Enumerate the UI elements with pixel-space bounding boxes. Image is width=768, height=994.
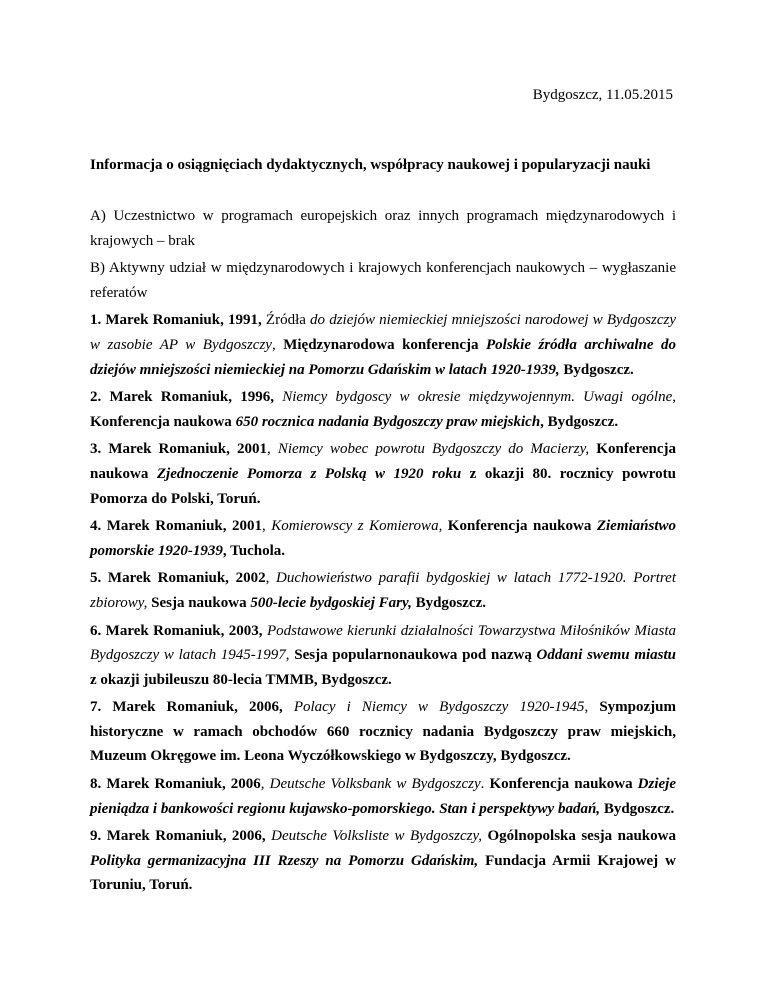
- entry-8: [90, 772, 676, 821]
- entry-event-title: Dzieje pieniądza i bankowości regionu kujawsko-pomorskiego. Stan i perspektywy badań,: [90, 776, 676, 817]
- entry-sep: ,: [262, 518, 266, 535]
- entry-9: [90, 824, 676, 898]
- entry-event: Konferencja naukowa: [90, 441, 676, 482]
- entry-event: Sesja naukowa: [147, 594, 251, 611]
- entry-event: Ogólnopolska sesja naukowa: [482, 828, 676, 845]
- entry-place: Bydgoszcz.: [559, 361, 634, 378]
- entry-sep: ,: [260, 776, 265, 793]
- entry-sep: ,: [265, 570, 270, 587]
- entry-event-title: Polityka germanizacyjna III Rzeszy na Pomorzu Gdańskim,: [90, 852, 479, 869]
- entry-title: Deutsche Volksbank w Bydgoszczy: [264, 776, 481, 793]
- entry-place: Fundacja Armii Krajowej w Toruniu, Toruń.: [90, 852, 676, 894]
- entry-title: Podstawowe kierunki działalności Towarzystwa Miłośników Miasta Bydgoszczy w latach 1945-1997: [90, 622, 676, 664]
- entry-head: 2. Marek Romaniuk, 1996,: [90, 389, 275, 406]
- entry-event-title: Polskie źródła archiwalne do dziejów mniejszości niemieckiej na Pomorzu Gdańskim w latach 1920-1939,: [90, 336, 677, 378]
- entry-head: 7. Marek Romaniuk, 2006,: [90, 699, 283, 716]
- entry-event: Sympozjum historyczne w ramach obchodów 660 rocznicy nadania Bydgoszczy praw miejskich, Muzeum Okręgowe im. Leona Wyczółkowskiego w Bydgoszczy, Bydgoszcz.: [90, 699, 676, 765]
- entry-sep: ,: [271, 336, 276, 353]
- entry-event: Konferencja naukowa: [484, 776, 638, 793]
- entry-title: Polacy i Niemcy w Bydgoszczy 1920-1945: [282, 699, 585, 716]
- entry-7: [90, 695, 676, 769]
- entry-title: Niemcy bydgoscy w okresie międzywojennym. Uwagi ogólne: [274, 389, 673, 406]
- entry-head: 5. Marek Romaniuk, 2002: [90, 570, 266, 587]
- entry-title: Deutsche Volksliste w Bydgoszczy,: [265, 828, 483, 845]
- section-a: A) Uczestnictwo w programach europejskich oraz innych programach międzynarodowych i krajowych – brak: [90, 208, 676, 249]
- entry-title: Duchowieństwo parafii bydgoskiej w latach 1772-1920. Portret zbiorowy,: [90, 570, 676, 611]
- entry-place: Bydgoszcz.: [411, 594, 486, 611]
- entry-head: 4. Marek Romaniuk, 2001: [90, 518, 262, 535]
- entry-title-plain: Źródła: [261, 312, 306, 329]
- entry-event-title: 500-lecie bydgoskiej Fary,: [250, 594, 412, 611]
- entry-title: Komierowscy z Komierowa,: [265, 518, 443, 535]
- entry-event: Międzynarodowa konferencja: [275, 336, 486, 353]
- entry-place: , Bydgoszcz.: [540, 413, 619, 430]
- entry-sep: ,: [672, 389, 676, 406]
- entry-head: 8. Marek Romaniuk, 2006: [90, 776, 261, 793]
- entry-place: , Tuchola.: [222, 542, 286, 559]
- entry-head: 9. Marek Romaniuk, 2006,: [90, 828, 266, 845]
- entry-title: Niemcy wobec powrotu Bydgoszczy do Macierzy,: [270, 441, 590, 458]
- entry-head: 6. Marek Romaniuk, 2003,: [90, 622, 263, 639]
- entry-event: Konferencja naukowa: [442, 518, 597, 535]
- entry-2: [90, 385, 676, 434]
- entry-event-title: 650 rocznica nadania Bydgoszczy praw miejskich: [235, 413, 541, 430]
- place-date: Bydgoszcz, 11.05.2015: [532, 87, 673, 103]
- entry-place: z okazji jubileuszu 80-lecia TMMB, Bydgoszcz.: [90, 671, 392, 688]
- entry-sep: ,: [584, 699, 589, 716]
- entry-place: z okazji 80. rocznicy powrotu Pomorza do Polski, Toruń.: [90, 465, 677, 507]
- entry-event: Konferencja naukowa: [90, 413, 236, 430]
- entry-head: 1. Marek Romaniuk, 1991,: [90, 312, 262, 329]
- entry-3: [90, 437, 676, 511]
- entry-event: Sesja popularnonaukowa pod nazwą: [289, 647, 537, 664]
- entry-6: [90, 619, 676, 693]
- entry-sep: .: [480, 776, 485, 793]
- entry-5: [90, 566, 676, 615]
- entry-place: Bydgoszcz.: [600, 800, 675, 817]
- entry-sep: ,: [266, 441, 271, 458]
- section-b: B) Aktywny udział w międzynarodowych i krajowych konferencjach naukowych – wygłaszanie referatów: [90, 260, 676, 301]
- document-title: Informacja o osiągnięciach dydaktycznych, współpracy naukowej i popularyzacji nauki: [90, 157, 651, 173]
- entry-event-title: Ziemiaństwo pomorskie 1920-1939: [90, 518, 677, 559]
- entry-event-title: Oddani swemu miastu: [536, 647, 676, 664]
- document-body: [90, 204, 676, 901]
- entry-title: do dziejów niemieckiej mniejszości narodowej w Bydgoszczy w zasobie AP w Bydgoszczy: [90, 312, 676, 353]
- entry-event-title: Zjednoczenie Pomorza z Polską w 1920 roku: [156, 465, 462, 482]
- entry-head: 3. Marek Romaniuk, 2001: [90, 441, 267, 458]
- entry-4: [90, 514, 676, 563]
- entry-sep: ,: [285, 647, 290, 664]
- entry-1: [90, 308, 676, 382]
